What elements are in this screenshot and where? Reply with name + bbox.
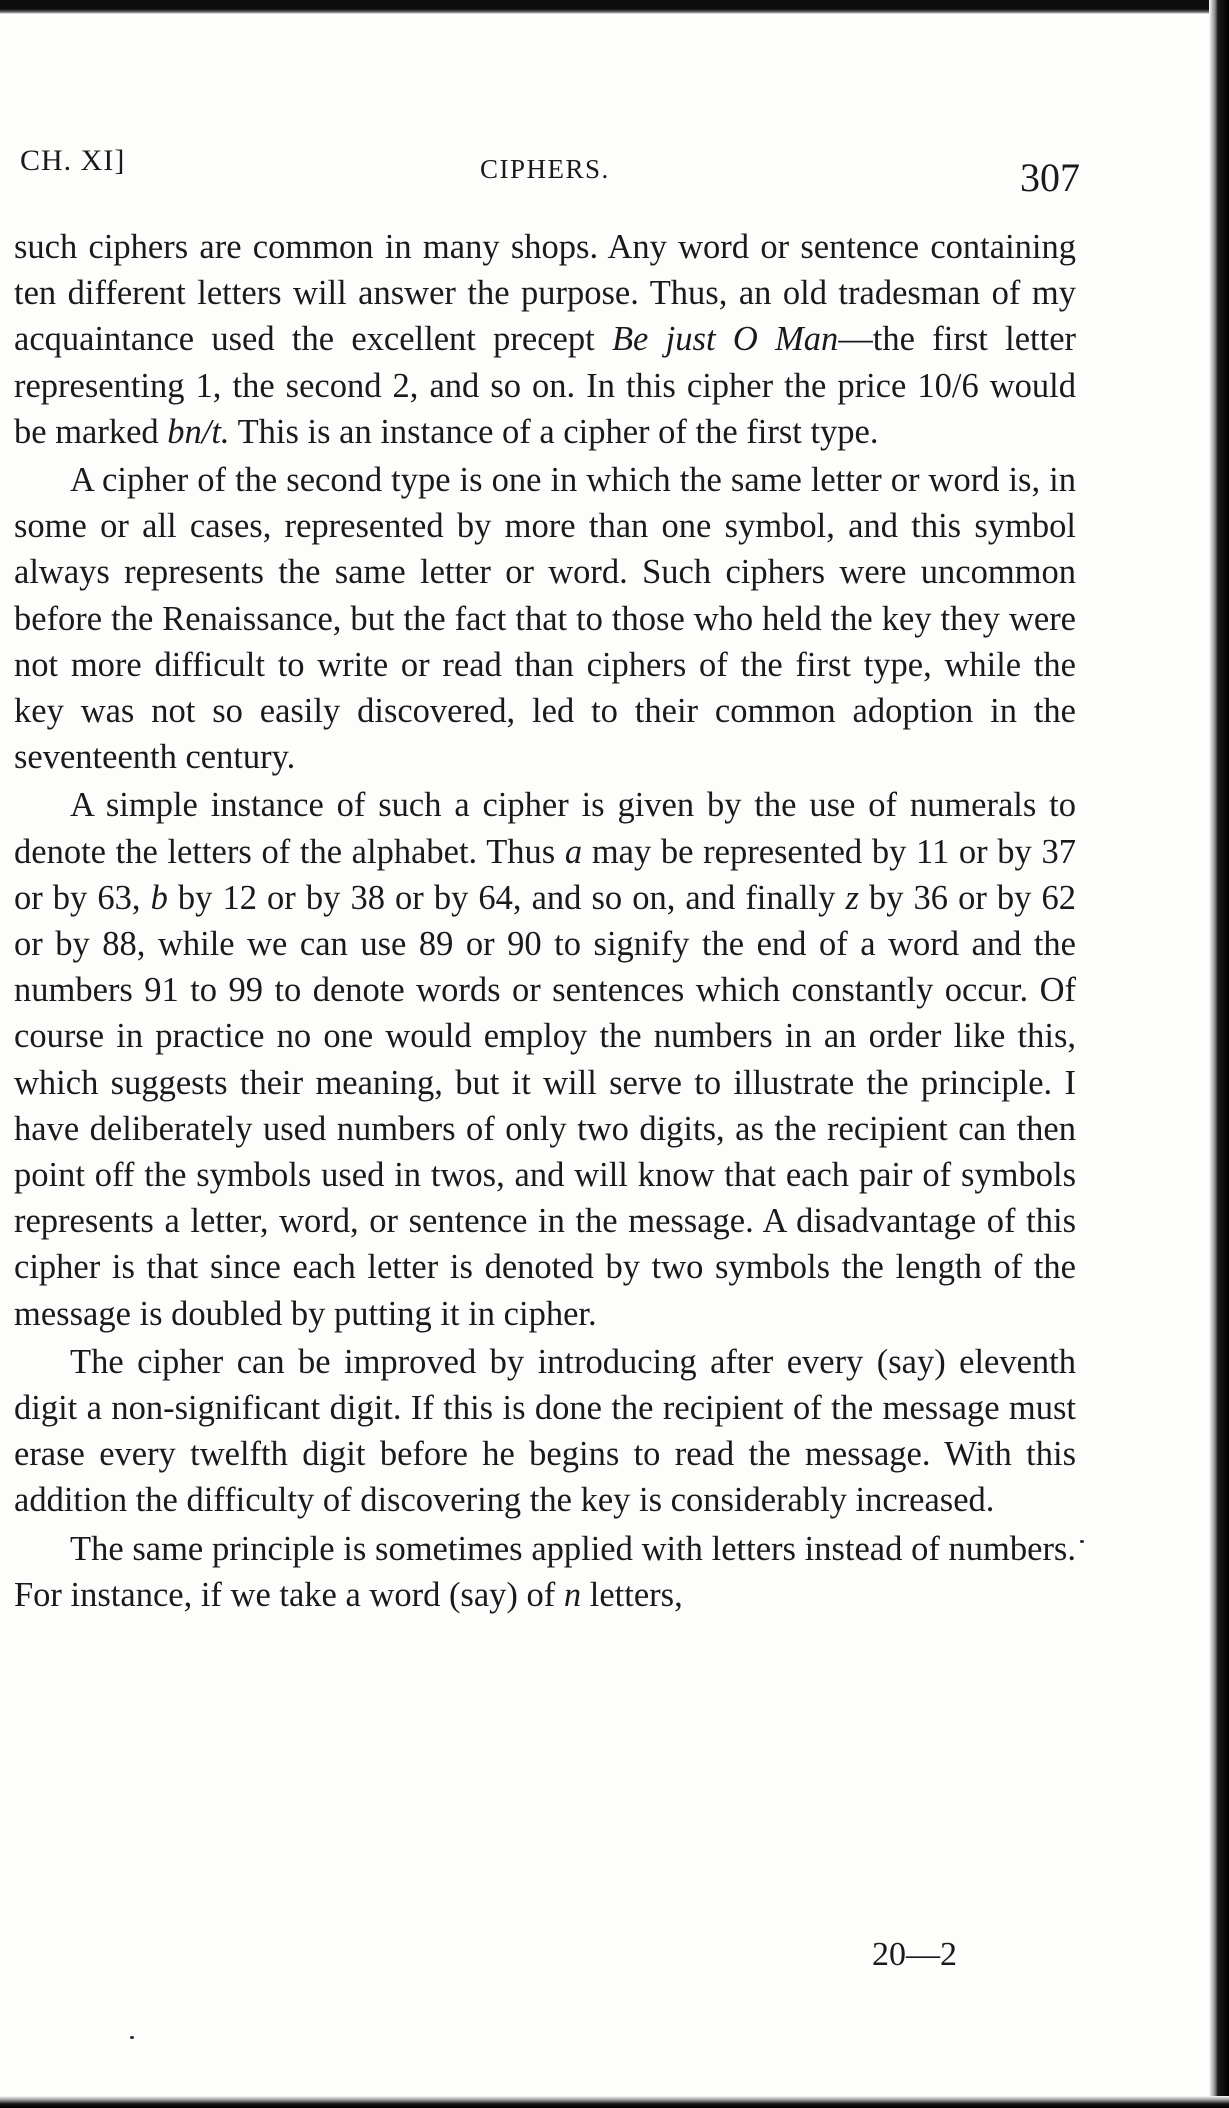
text-run: may be represented by 11 or by 37 or by 63, [14,832,1076,917]
page-number: 307 [1020,155,1080,200]
text-run: by 36 or by 62 or by 88, while we can use 89 or 90 to signify the end of a word and the numbers 91 to 99 to denote words or sentences which constantly occur. Of course in practice no one would employ the numbers in an order like this, which suggests their meaning, but it will serve to illustrate the principle. I have deliberately used numbers of only two digits, as the recipient can then point off the symbols used in twos, and will know that each pair of symbols represents a letter, word, or sentence in the message. A disadvantage of this cipher is that since each letter is denoted by two symbols the length of the message is doubled by putting it in cipher. [14,878,1076,1333]
paragraph [14,224,1076,455]
running-head [20,140,1080,200]
scan-top-edge [0,0,1229,14]
paragraph [14,457,1076,780]
text-run: The cipher can be improved by introducing after every (say) eleventh digit a non-significant digit. If this is done the recipient of the message must erase every twelfth digit before he begins to read the message. With this addition the difficulty of discovering the key is considerably increased. [14,1342,1076,1520]
paragraph [14,782,1076,1336]
italic-text-run: Be just O Man [611,320,839,359]
scan-bottom-edge [0,2096,1229,2108]
italic-text-run: z [845,878,859,917]
text-run: This is an instance of a cipher of the first type. [229,412,879,451]
italic-text-run: bn/t. [167,412,230,451]
paragraph [14,1526,1076,1618]
text-run: —the first letter representing 1, the second 2, and so on. In this cipher the price 10/6 would be marked [14,320,1077,451]
chapter-reference: CH. XI] [20,144,126,177]
text-run: A cipher of the second type is one in which the same letter or word is, in some or all cases, represented by more than one symbol, and this symbol always represents the same letter or word. Such ciphers were uncommon before the Renaissance, but the fact that to those who held the key they were not more difficult to write or read than ciphers of the first type, while the key was not so easily discovered, led to their common adoption in the seventeenth century. [14,461,1076,777]
text-run: by 12 or by 38 or by 64, and so on, and finally [167,878,846,917]
text-run: The same principle is sometimes applied with letters instead of numbers. For instance, if we take a word (say) of [14,1529,1076,1614]
paragraph [14,1339,1076,1524]
italic-text-run: n [563,1575,582,1614]
italic-text-run: b [150,878,168,917]
scan-speck [1080,1540,1084,1543]
body-text [14,224,1076,1618]
text-run: letters, [581,1575,683,1614]
scan-speck [130,2036,134,2039]
printer-signature-mark: 20—2 [872,1936,957,1973]
running-title: CIPHERS. [480,154,610,184]
text-run: such ciphers are common in many shops. Any word or sentence containing ten different letters will answer the purpose. Thus, an old tradesman of my acquaintance used the excellent precept [14,228,1076,359]
scan-right-edge [1209,0,1229,2108]
italic-text-run: a [564,832,583,871]
text-run: A simple instance of such a cipher is given by the use of numerals to denote the letters of the alphabet. Thus [14,786,1076,871]
